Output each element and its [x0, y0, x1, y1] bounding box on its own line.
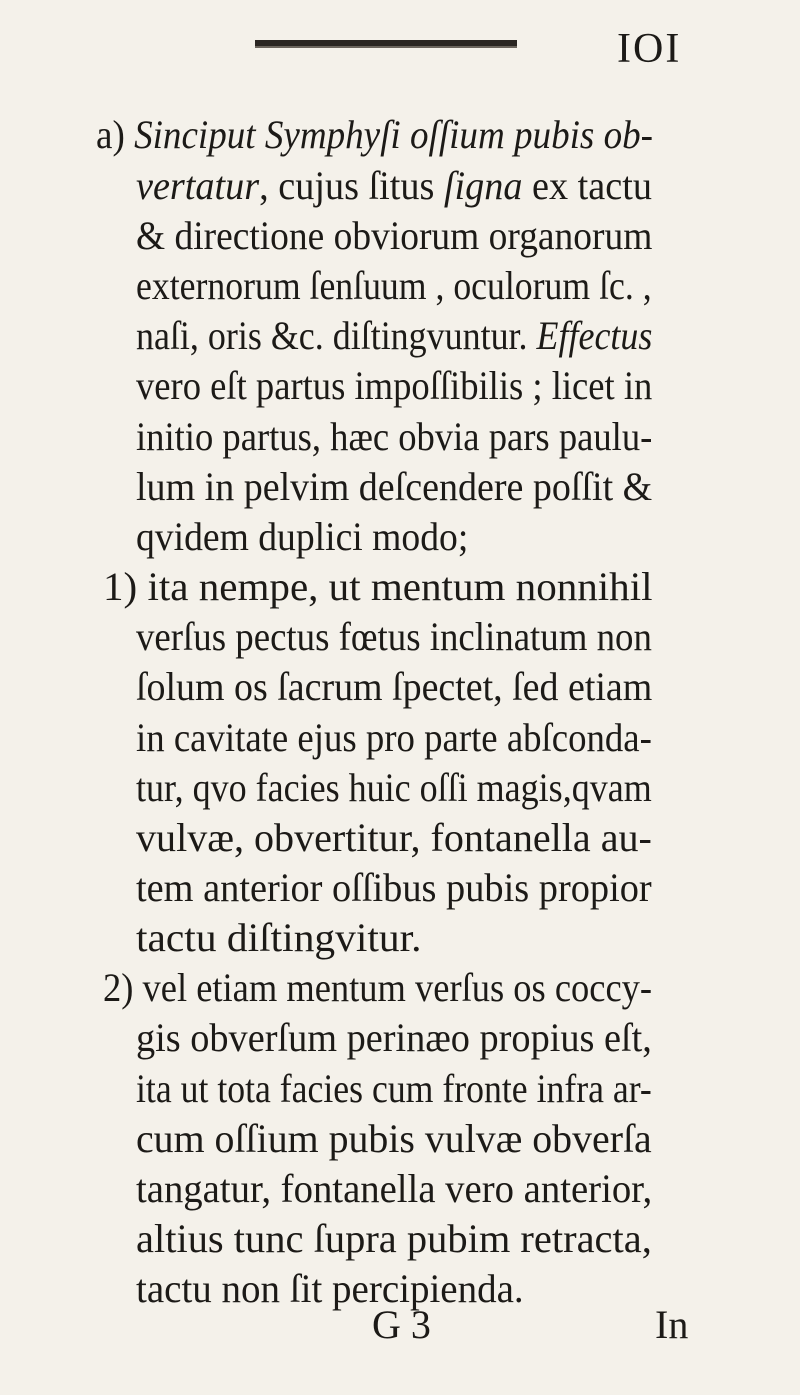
- italic-text: vertatur: [136, 163, 260, 208]
- text-segment: naſi, oris &c. diſtingvuntur.: [136, 313, 537, 358]
- signature-mark: G 3: [372, 1302, 431, 1347]
- text-segment: cum oſſium pubis vulvæ obverſa: [136, 1116, 652, 1161]
- text-segment: initio partus, hæc obvia pars paulu-: [136, 414, 653, 459]
- text-segment: 1) ita nempe, ut mentum nonnihil: [103, 564, 653, 609]
- text-line: [96, 112, 654, 157]
- text-segment: & directione obviorum organorum: [136, 213, 653, 258]
- catchword: In: [655, 1302, 689, 1347]
- text-line: [136, 614, 652, 659]
- italic-text: Effectus: [536, 313, 653, 358]
- text-line: [136, 313, 653, 358]
- text-segment: externorum ſenſuum , oculorum ſc. ,: [136, 263, 652, 308]
- text-segment: vero eſt partus impoſſibilis ; licet in: [136, 363, 653, 408]
- text-line: [136, 514, 469, 559]
- text-line: [136, 1116, 652, 1161]
- text-segment: , cujus ſitus: [259, 163, 444, 208]
- text-segment: lum in pelvim deſcendere poſſit &: [136, 464, 653, 509]
- header-rule: [255, 40, 517, 48]
- text-line: [136, 815, 652, 860]
- text-segment: gis obverſum perinæo propius eſt,: [136, 1015, 652, 1060]
- text-segment: qvidem duplici modo;: [136, 514, 469, 559]
- text-segment: tem anterior oſſibus pubis propior: [136, 865, 652, 910]
- text-segment: verſus pectus fœtus inclinatum non: [136, 614, 652, 659]
- text-line: [136, 715, 652, 760]
- text-segment: altius tunc ſupra pubim retracta,: [136, 1216, 652, 1261]
- text-line: [136, 865, 652, 910]
- text-line: [136, 1166, 653, 1211]
- text-line: [103, 965, 653, 1010]
- text-segment: tactu diſtingvitur.: [136, 915, 422, 960]
- text-segment: vulvæ, obvertitur, fontanella au-: [136, 815, 652, 860]
- text-line: [136, 765, 652, 810]
- text-line: [136, 213, 653, 258]
- text-line: [136, 1015, 652, 1060]
- text-line: [136, 263, 652, 308]
- text-line: [136, 1066, 652, 1111]
- text-line: [136, 363, 653, 408]
- text-segment: 2) vel etiam mentum verſus os coccy-: [103, 965, 653, 1010]
- text-segment: in cavitate ejus pro parte abſconda-: [136, 715, 652, 760]
- text-segment: ex tactu: [522, 163, 652, 208]
- italic-text: Sinciput Symphyſi oſſium pubis ob-: [134, 112, 654, 157]
- text-segment: a): [96, 112, 135, 157]
- text-line: [136, 464, 653, 509]
- text-line: [103, 564, 653, 609]
- text-segment: tangatur, fontanella vero anterior,: [136, 1166, 653, 1211]
- page-number: IOI: [617, 26, 682, 72]
- text-line: [136, 915, 422, 960]
- text-line: [136, 414, 653, 459]
- text-segment: tur, qvo facies huic oſſi magis,qvam: [136, 765, 652, 810]
- text-segment: tactu non ſit percipienda.: [136, 1266, 524, 1311]
- text-segment: ita ut tota facies cum fronte infra ar-: [136, 1066, 652, 1111]
- text-line: [136, 664, 653, 709]
- text-line: [136, 1216, 652, 1261]
- text-line: [136, 163, 652, 208]
- text-line: [136, 1266, 524, 1311]
- italic-text: ſigna: [443, 163, 523, 208]
- text-segment: ſolum os ſacrum ſpectet, ſed etiam: [136, 664, 653, 709]
